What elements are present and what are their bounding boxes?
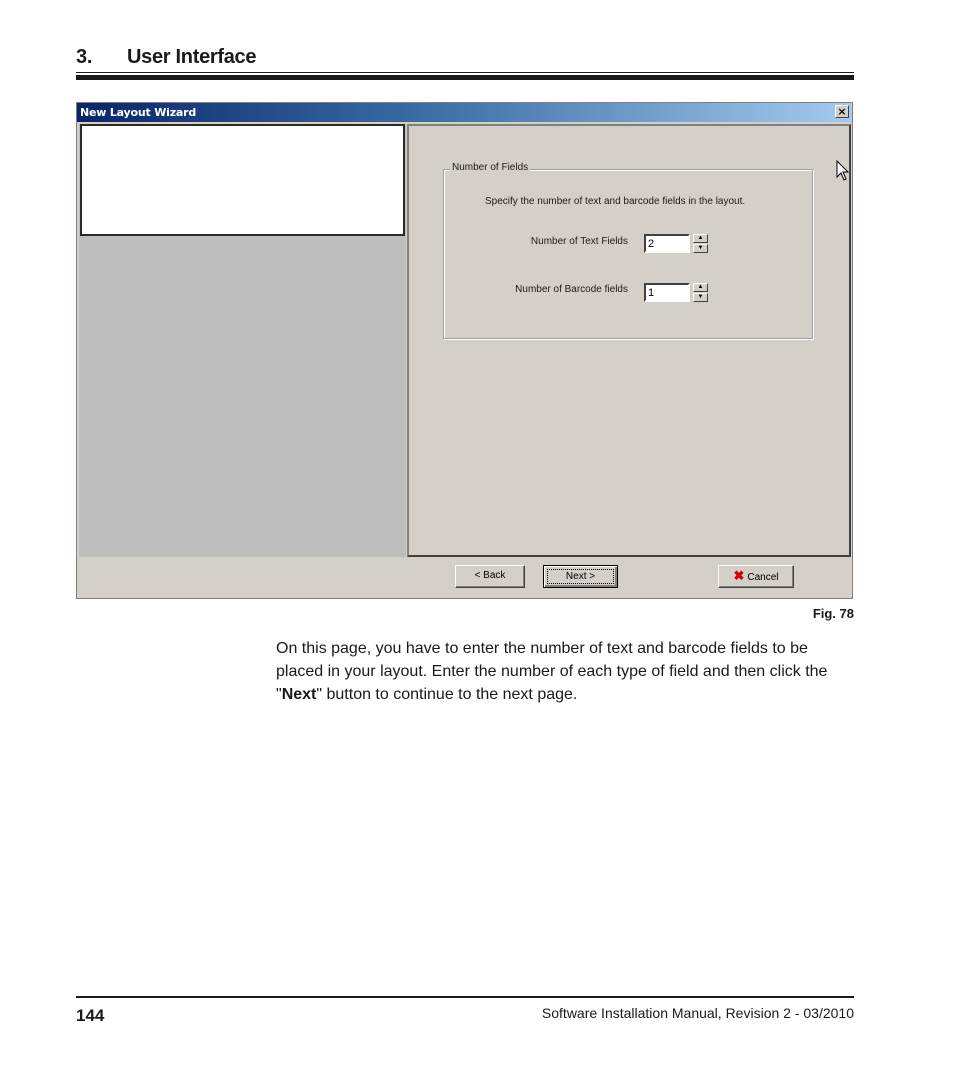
footer-rule bbox=[76, 996, 854, 998]
figure-caption: Fig. 78 bbox=[812, 606, 854, 621]
spin-up-icon[interactable]: ▲ bbox=[693, 234, 708, 243]
footer-text: Software Installation Manual, Revision 2 - 03/2010 bbox=[541, 1005, 854, 1021]
body-text-before: On this page, you have to enter the number of text and barcode fields to be placed in your layout. Enter the number of each type of field and then click the " bbox=[276, 640, 828, 703]
spin-down-icon[interactable]: ▼ bbox=[693, 244, 708, 253]
wizard-preview-box bbox=[80, 124, 405, 236]
barcode-fields-label: Number of Barcode fields bbox=[515, 284, 628, 295]
body-text-bold: Next bbox=[281, 686, 317, 703]
header-rule-thick bbox=[76, 75, 854, 80]
cancel-button-label: Cancel bbox=[747, 572, 779, 583]
barcode-fields-input[interactable]: 1 bbox=[644, 283, 690, 302]
back-button[interactable]: < Back bbox=[455, 565, 525, 588]
next-button-label: Next > bbox=[547, 569, 614, 584]
section-title: User Interface bbox=[127, 46, 257, 68]
barcode-fields-spinner[interactable] bbox=[693, 283, 708, 302]
close-button[interactable] bbox=[835, 105, 849, 118]
text-fields-label: Number of Text Fields bbox=[530, 236, 628, 247]
red-x-icon: ✖ bbox=[733, 568, 745, 583]
spin-up-icon[interactable]: ▲ bbox=[693, 283, 708, 292]
text-fields-input[interactable]: 2 bbox=[644, 234, 690, 253]
cancel-button[interactable] bbox=[718, 565, 794, 588]
text-fields-spinner[interactable] bbox=[693, 234, 708, 253]
fields-groupbox bbox=[443, 169, 813, 339]
groupbox-description: Specify the number of text and barcode fields in the layout. bbox=[485, 196, 746, 207]
wizard-dialog bbox=[76, 102, 853, 599]
header-rule-thin bbox=[76, 72, 854, 73]
dialog-title: New Layout Wizard bbox=[80, 106, 197, 119]
body-paragraph bbox=[276, 637, 856, 706]
page-number: 144 bbox=[76, 1006, 105, 1025]
spin-down-icon[interactable]: ▼ bbox=[693, 293, 708, 302]
dialog-titlebar bbox=[77, 103, 852, 122]
mouse-pointer-icon bbox=[836, 160, 850, 182]
body-text-after: " button to continue to the next page. bbox=[316, 686, 578, 703]
groupbox-legend: Number of Fields bbox=[452, 162, 529, 173]
next-button[interactable] bbox=[543, 565, 618, 588]
section-number: 3. bbox=[76, 46, 93, 68]
close-icon: × bbox=[837, 105, 847, 118]
